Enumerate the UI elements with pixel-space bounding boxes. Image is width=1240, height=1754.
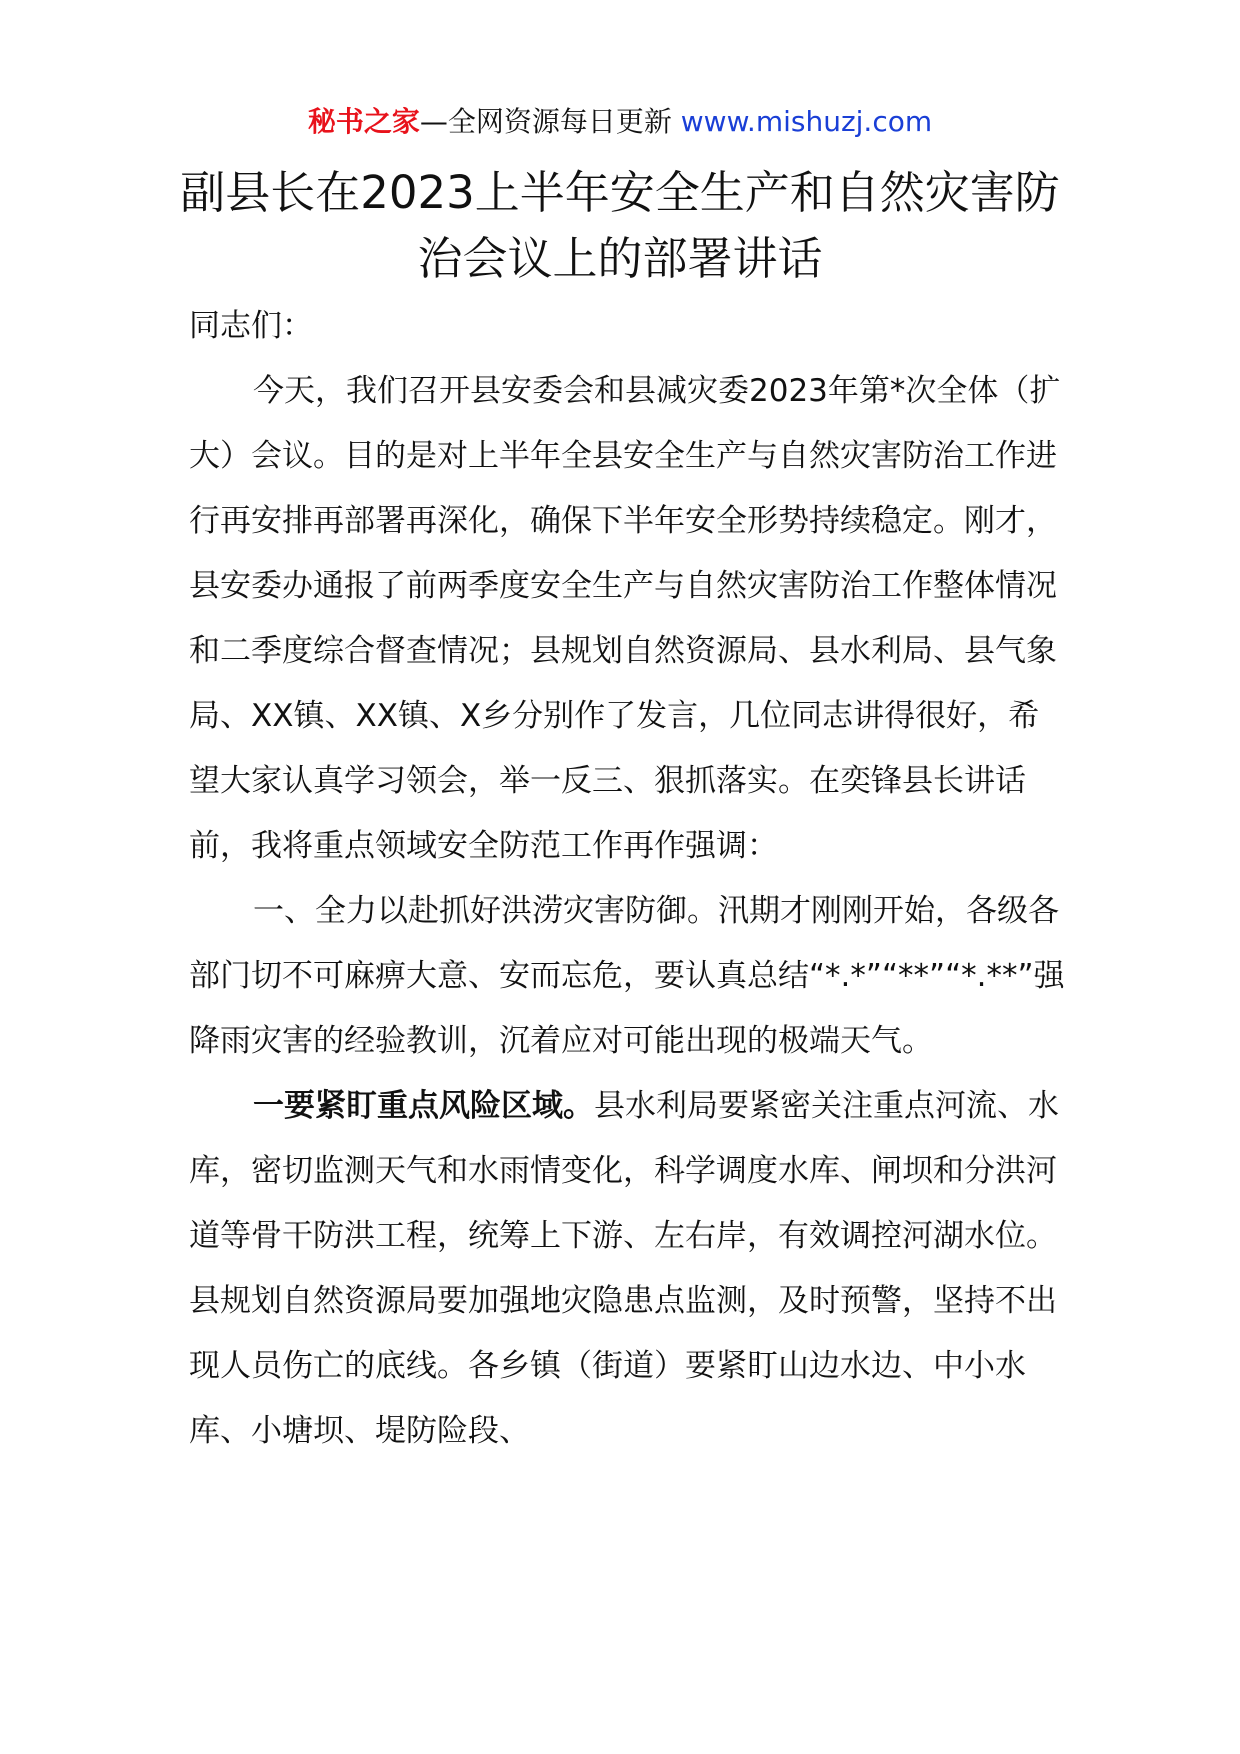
subsection-text: 县水利局要紧密关注重点河流、水库，密切监测天气和水雨情变化，科学调度水库、闸坝和分洪河道等骨干防洪工程，统筹上下游、左右岸，有效调控河湖水位。县规划自然资源局要加强地灾隐患点监测，及时预警，坚持不出现人员伤亡的底线。各乡镇（街道）要紧盯山边水边、中小水库、小塘坝、堤防险段、	[189, 1088, 1059, 1449]
site-header	[0, 100, 1240, 144]
paragraph-subsection	[189, 1074, 1069, 1464]
site-brand: 秘书之家	[307, 105, 420, 138]
subsection-lead: 一要紧盯重点风险区域。	[253, 1088, 594, 1124]
paragraph-section-one: 一、全力以赴抓好洪涝灾害防御。汛期才刚刚开始，各级各部门切不可麻痹大意、安而忘危，要认真总结“*.*”“**”“*.**”强降雨灾害的经验教训，沉着应对可能出现的极端天气。	[189, 893, 1065, 1059]
document-title: 副县长在2023上半年安全生产和自然灾害防治会议上的部署讲话	[180, 166, 1060, 285]
site-url-link[interactable]: www.mishuzj.com	[680, 105, 933, 138]
paragraph-intro: 今天，我们召开县安委会和县减灾委2023年第*次全体（扩大）会议。目的是对上半年全县安全生产与自然灾害防治工作进行再安排再部署再深化，确保下半年安全形势持续稳定。刚才，县安委办通报了前两季度安全生产与自然灾害防治工作整体情况和二季度综合督查情况；县规划自然资源局、县水利局、县气象局、XX镇、XX镇、X乡分别作了发言，几位同志讲得很好，希望大家认真学习领会，举一反三、狠抓落实。在奕锋县长讲话前，我将重点领域安全防范工作再作强调：	[189, 373, 1061, 864]
salutation: 同志们：	[189, 308, 313, 344]
site-tagline: —全网资源每日更新	[419, 105, 681, 138]
document-body	[189, 294, 1069, 1464]
